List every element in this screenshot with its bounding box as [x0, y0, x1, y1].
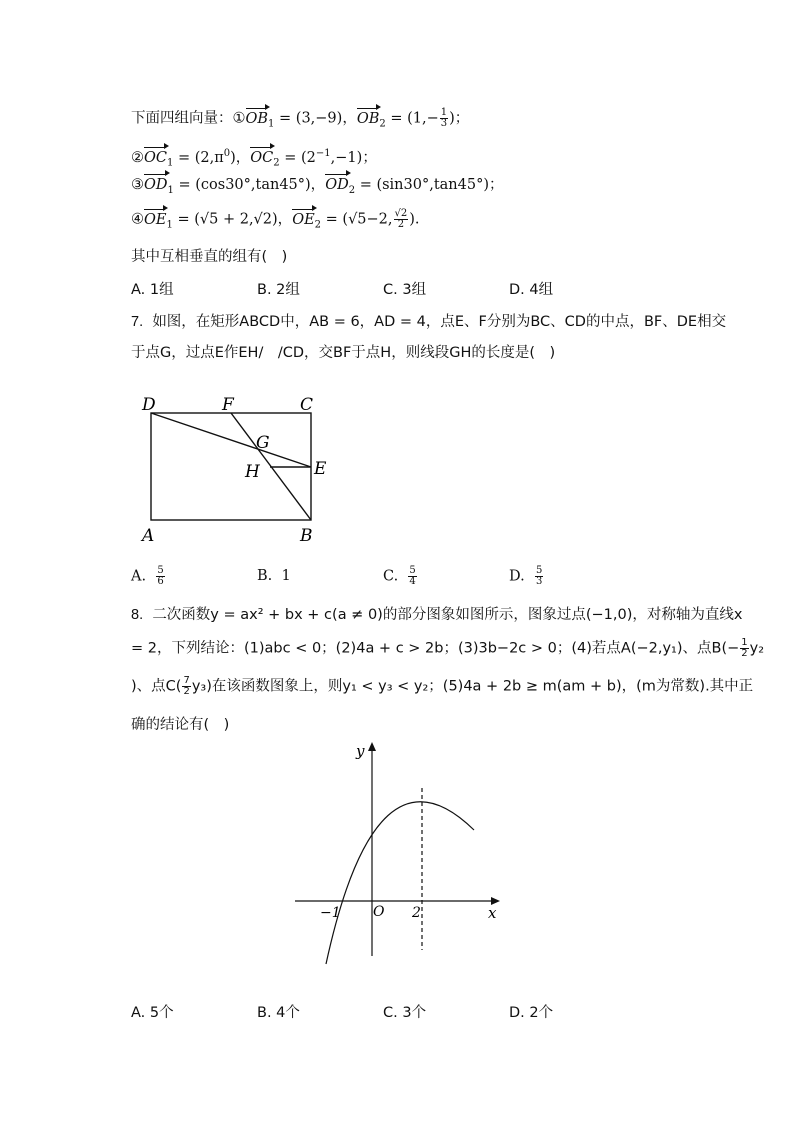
parabola-curve [326, 802, 474, 964]
q8-line-2: = 2，下列结论：(1)abc < 0；(2)4a + c > 2b；(3)3b−2c > 0；(4)若点A(−2,y₁)、点B(− $\frac{1}{2}$ y₂ [131, 637, 765, 659]
q7-option-d[interactable]: D. $\frac{5}{3}$ [509, 565, 543, 587]
q6-line-4: $④OE_1 = (√5 + 2,√2)$，$OE_2 = (√5-2$, $\frac{√2}{2}$ ). [131, 208, 420, 231]
q6-option-c[interactable]: C. 3组 [383, 282, 427, 298]
q8-parabola-graph [290, 738, 510, 968]
q6-option-d[interactable]: D. 4组 [509, 282, 554, 298]
q6-question: 其中互相垂直的组有( ) [131, 249, 288, 265]
q6-line-3: $③OD_1 = (\cos 30^\circ,\tan 45^\circ)$，$OD_2 = (\sin 30^\circ,\tan 45^\circ)$； [131, 177, 504, 196]
label-c: C [300, 395, 314, 415]
label-g: G [256, 433, 270, 453]
segment-de [151, 413, 311, 467]
fraction: $\frac{7}{2}$ [183, 675, 190, 697]
label-h: H [245, 462, 260, 482]
q6-line-1: 下面四组向量：$①OB_1 = (3,-9)$，$OB_2 = (1,-$ $\frac{1}{3}$ )； [131, 107, 470, 130]
q7-rectangle-figure [130, 390, 340, 550]
q6-line-2: $②OC_1 = (2,\pi^0)$，$OC_2 = (2^{-1},-1)$； [131, 148, 377, 169]
label-e: E [314, 459, 327, 479]
label-f: F [222, 395, 234, 415]
q8-line-4: 确的结论有( ) [131, 717, 230, 733]
origin-label: O [373, 904, 385, 920]
q6-option-a[interactable]: A. 1组 [131, 282, 174, 298]
q8-option-b[interactable]: B. 4个 [257, 1005, 300, 1021]
label-b: B [300, 526, 313, 546]
q8-option-a[interactable]: A. 5个 [131, 1005, 174, 1021]
q8-line-1: 8. 二次函数y = ax² + bx + c(a ≠ 0)的部分图象如图所示，图象过点(−1,0)，对称轴为直线x [131, 607, 743, 623]
q7-line-1: 7. 如图，在矩形ABCD中，AB = 6，AD = 4，点E、F分别为BC、CD的中点，BF、DE相交 [131, 314, 727, 330]
q7-option-b[interactable]: B. 1 [257, 568, 291, 584]
q8-option-c[interactable]: C. 3个 [383, 1005, 427, 1021]
fraction: $\frac{1}{2}$ [741, 637, 748, 659]
neg-one-label: −1 [320, 905, 341, 921]
label-a: A [142, 526, 155, 546]
q7-option-c[interactable]: C. $\frac{5}{4}$ [383, 565, 416, 587]
q8-option-d[interactable]: D. 2个 [509, 1005, 554, 1021]
q6-option-b[interactable]: B. 2组 [257, 282, 300, 298]
x-label: x [488, 904, 497, 922]
label-d: D [142, 395, 156, 415]
fraction: $\frac{√2}{2}$ [394, 208, 408, 230]
fraction: $\frac{1}{3}$ [440, 107, 448, 129]
y-label: y [356, 742, 365, 760]
y-axis-arrow [368, 742, 376, 751]
two-label: 2 [412, 905, 421, 921]
q7-line-2: 于点G，过点E作EH/ /CD，交BF于点H，则线段GH的长度是( ) [131, 345, 556, 361]
q8-line-3: )、点C( $\frac{7}{2}$ y₃)在该函数图象上，则y₁ < y₃ < y₂；(5)4a + 2b ≥ m(am + b)，(m为常数).其中正 [131, 675, 754, 697]
q7-option-a[interactable]: A. $\frac{5}{6}$ [131, 565, 164, 587]
